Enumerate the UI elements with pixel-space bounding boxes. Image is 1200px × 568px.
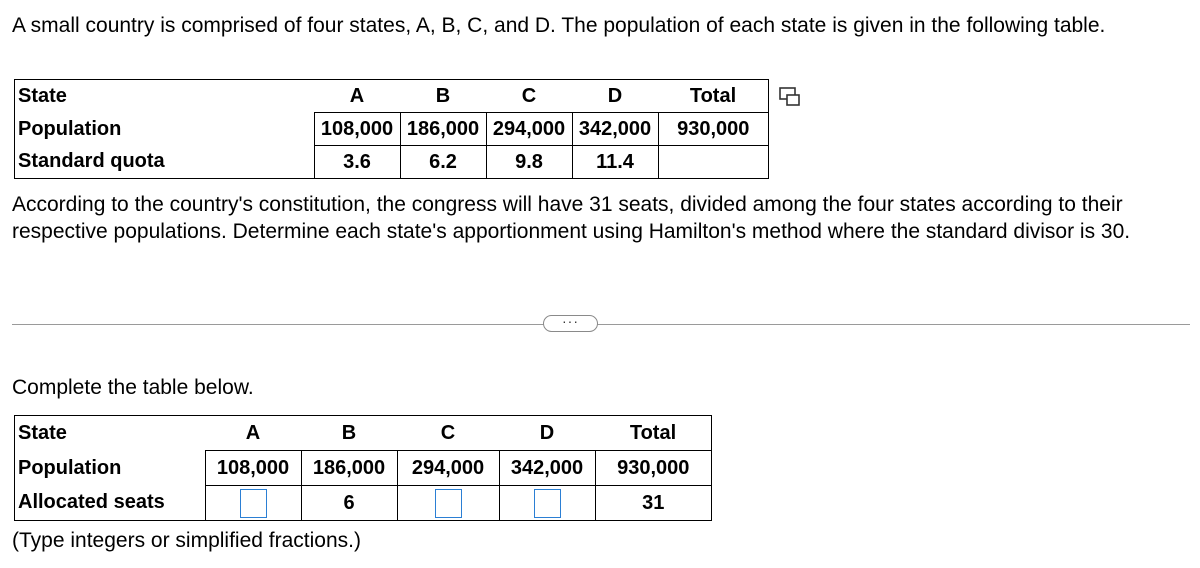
header-d-2: D bbox=[499, 416, 595, 451]
state-label-2: State bbox=[15, 416, 206, 451]
population-d: 342,000 bbox=[572, 113, 658, 146]
answer-hint: (Type integers or simplified fractions.) bbox=[12, 529, 361, 552]
population-total-2: 930,000 bbox=[595, 451, 712, 486]
header-b-2: B bbox=[301, 416, 397, 451]
header-a-2: A bbox=[205, 416, 301, 451]
header-c: C bbox=[486, 80, 572, 113]
header-a: A bbox=[314, 80, 400, 113]
population-label-2: Population bbox=[15, 451, 206, 486]
population-d-2: 342,000 bbox=[499, 451, 595, 486]
seats-c-input[interactable] bbox=[435, 489, 462, 518]
quota-d: 11.4 bbox=[572, 146, 658, 179]
seats-d-cell bbox=[499, 486, 595, 521]
seats-c-cell bbox=[397, 486, 499, 521]
population-a-2: 108,000 bbox=[205, 451, 301, 486]
seats-a-input[interactable] bbox=[240, 489, 267, 518]
header-b: B bbox=[400, 80, 486, 113]
complete-instruction: Complete the table below. bbox=[12, 376, 254, 399]
quota-label: Standard quota bbox=[15, 146, 315, 179]
section-divider bbox=[12, 324, 1190, 325]
seats-label: Allocated seats bbox=[15, 486, 206, 521]
seats-total: 31 bbox=[595, 486, 712, 521]
quota-a: 3.6 bbox=[314, 146, 400, 179]
state-label: State bbox=[15, 80, 315, 113]
seats-d-input[interactable] bbox=[534, 489, 561, 518]
header-total: Total bbox=[658, 80, 769, 113]
quota-total-empty bbox=[658, 146, 769, 179]
quota-c: 9.8 bbox=[486, 146, 572, 179]
population-table bbox=[14, 79, 769, 179]
header-d: D bbox=[572, 80, 658, 113]
seats-a-cell bbox=[205, 486, 301, 521]
population-c: 294,000 bbox=[486, 113, 572, 146]
header-c-2: C bbox=[397, 416, 499, 451]
header-total-2: Total bbox=[595, 416, 712, 451]
seats-b: 6 bbox=[301, 486, 397, 521]
problem-text: According to the country's constitution, the congress will have 31 seats, divided among the four states according to their respective populations. Determine each state's apportionment using Hamilton's method where the standard divisor is 30. bbox=[12, 193, 1131, 243]
more-button[interactable]: ··· bbox=[543, 315, 598, 332]
population-b: 186,000 bbox=[400, 113, 486, 146]
population-label: Population bbox=[15, 113, 315, 146]
seats-table bbox=[14, 415, 712, 521]
copy-table-icon[interactable] bbox=[778, 86, 802, 108]
intro-text: A small country is comprised of four states, A, B, C, and D. The population of each state is given in the following table. bbox=[12, 14, 1106, 37]
population-c-2: 294,000 bbox=[397, 451, 499, 486]
quota-b: 6.2 bbox=[400, 146, 486, 179]
population-a: 108,000 bbox=[314, 113, 400, 146]
population-b-2: 186,000 bbox=[301, 451, 397, 486]
population-total: 930,000 bbox=[658, 113, 769, 146]
